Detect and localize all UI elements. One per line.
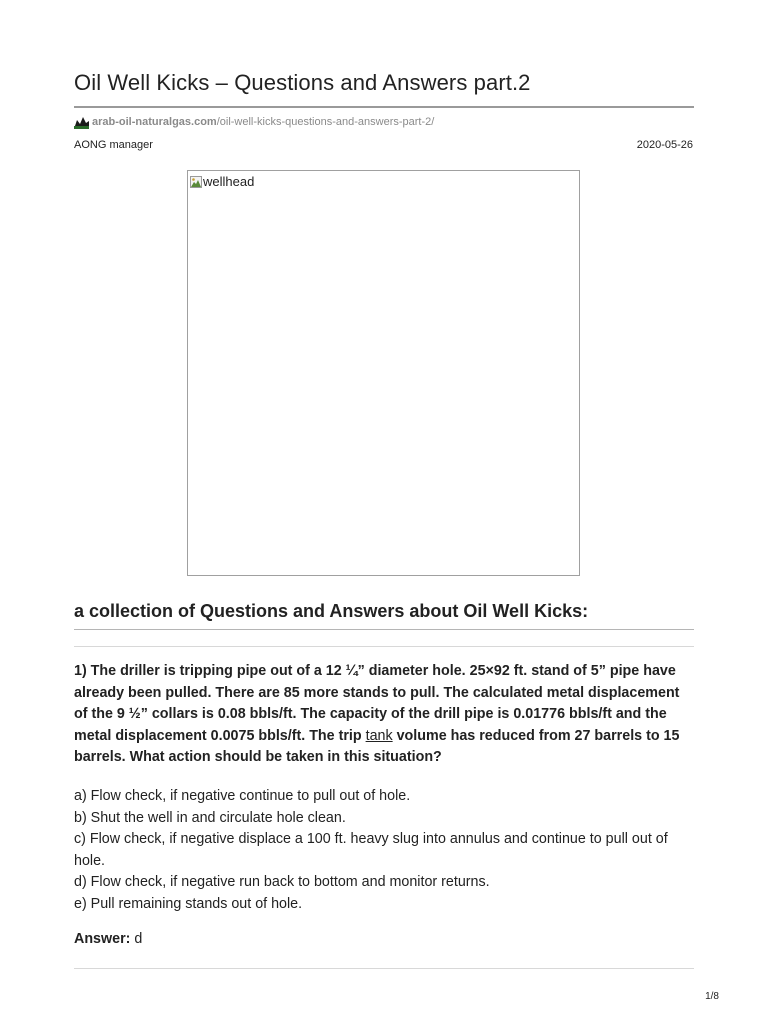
option-a: a) Flow check, if negative continue to pull out of hole. — [74, 788, 411, 804]
source-path[interactable]: /oil-well-kicks-questions-and-answers-part-2/ — [216, 115, 435, 128]
page-title: Oil Well Kicks – Questions and Answers part.2 — [74, 70, 531, 95]
option-c: c) Flow check, if negative displace a 100 ft. heavy slug into annulus and continue to pull out of hole. — [74, 831, 668, 869]
answer-value: d — [130, 931, 143, 947]
image-alt-text: wellhead — [203, 174, 255, 189]
source-domain[interactable]: arab-oil-naturalgas.com — [92, 115, 217, 128]
heading-divider — [74, 629, 694, 630]
answer-divider — [74, 968, 694, 969]
section-divider — [74, 646, 694, 647]
option-b: b) Shut the well in and circulate hole clean. — [74, 809, 346, 826]
section-heading: a collection of Questions and Answers about Oil Well Kicks: — [74, 601, 589, 621]
title-divider — [74, 106, 694, 108]
author: AONG manager — [74, 139, 153, 151]
question-text-part2: volume has reduced from 27 barrels to 15 barrels. What action should be taken in this situation? — [74, 727, 680, 766]
option-e: e) Pull remaining stands out of hole. — [74, 895, 303, 912]
site-favicon-icon — [74, 114, 89, 129]
answer-label: Answer: — [74, 931, 131, 947]
answer — [74, 931, 142, 947]
question-1 — [74, 661, 696, 769]
broken-image-icon — [190, 175, 202, 189]
source-link[interactable] — [74, 114, 434, 129]
page-number: 1/8 — [705, 991, 719, 1002]
wellhead-image — [187, 170, 580, 576]
broken-image-placeholder — [190, 174, 254, 189]
answer-options — [74, 786, 696, 916]
question-text-part1: 1) The driller is tripping pipe out of a 12 ¼” diameter hole. 25×92 ft. stand of 5” pipe have already been pulled. There are 85 more stands to pull. The calculated metal displacement of the 9 ½” collars is 0.08 bbls/ft. The capacity of the drill pipe is 0.01776 bbls/ft and the metal displacement 0.0075 bbls/ft. The trip — [74, 663, 680, 744]
option-d: d) Flow check, if negative run back to bottom and monitor returns. — [74, 874, 490, 891]
publish-date: 2020-05-26 — [636, 139, 693, 151]
tank-link[interactable]: tank — [365, 727, 393, 744]
